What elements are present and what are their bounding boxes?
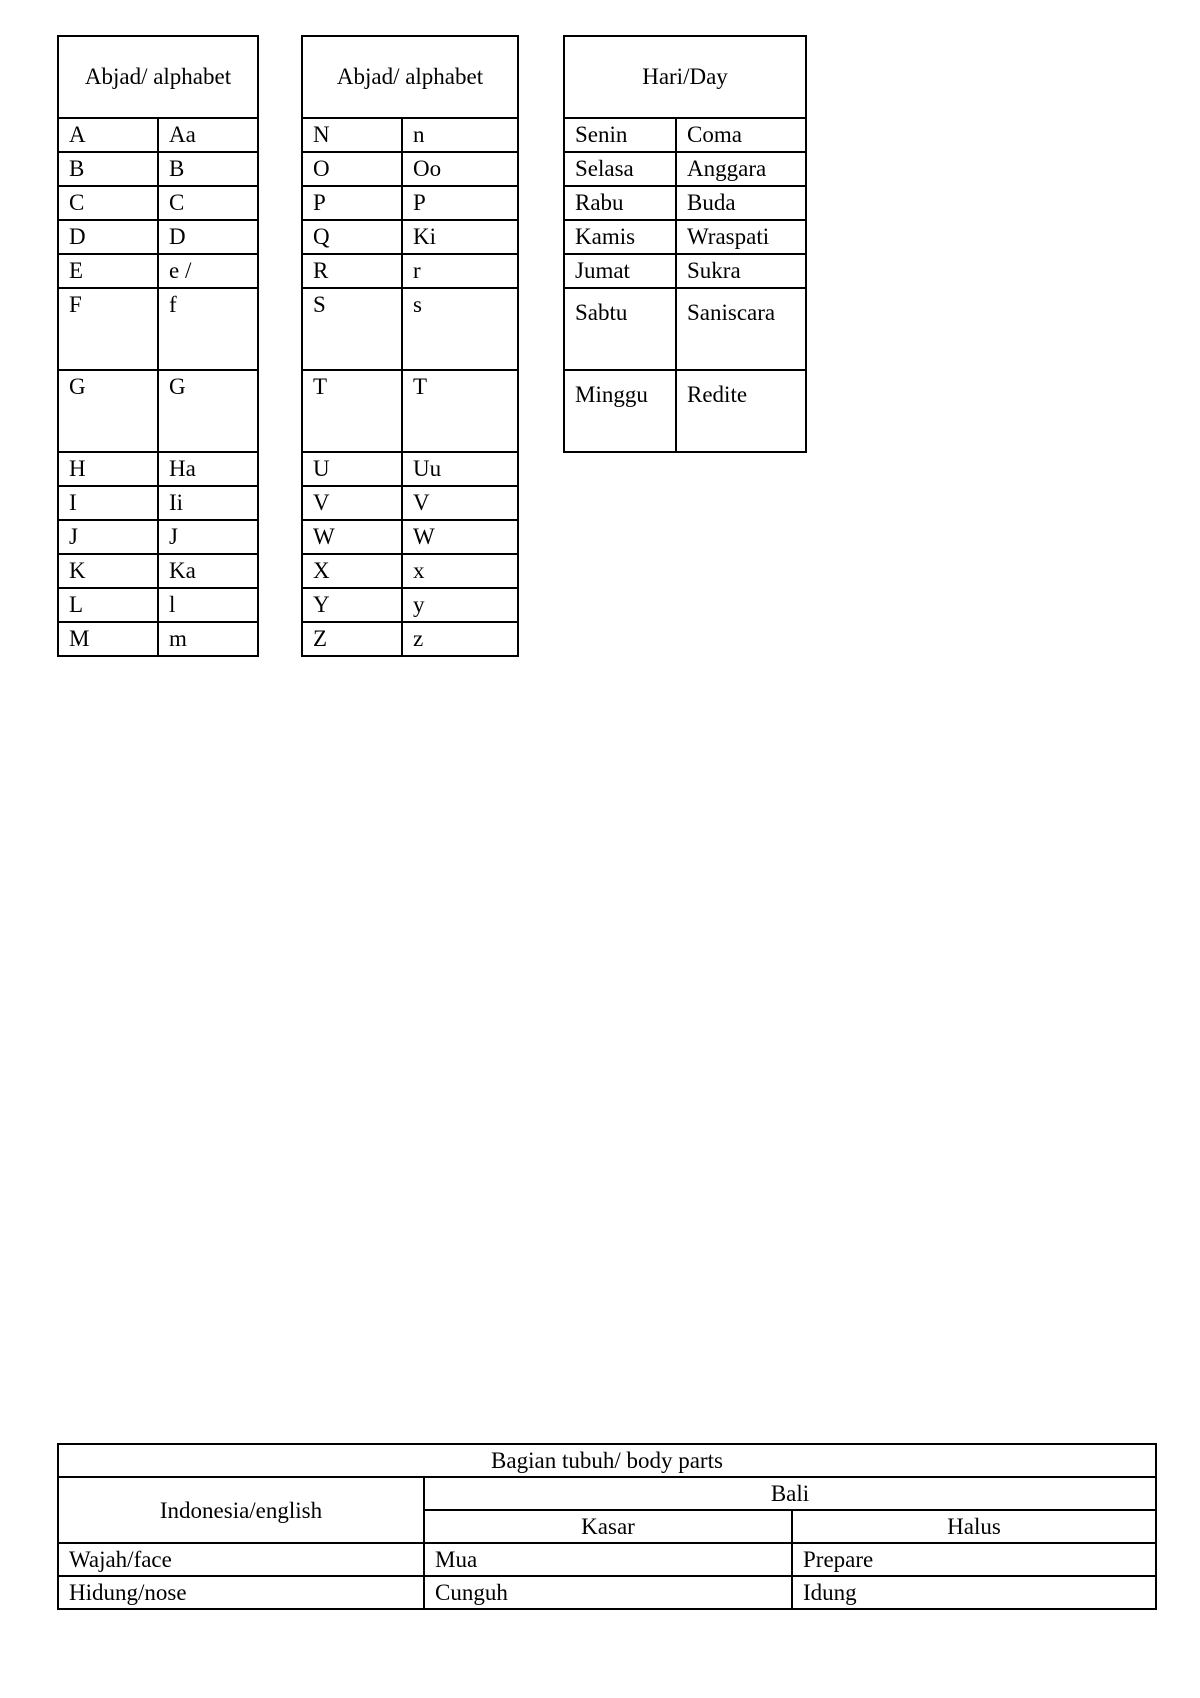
letter-cell: L	[58, 588, 158, 622]
letter-value-cell: z	[402, 622, 518, 656]
table-row	[302, 554, 518, 588]
letter-value-cell: Oo	[402, 152, 518, 186]
table-row	[58, 520, 258, 554]
table-row	[58, 186, 258, 220]
letter-cell: N	[302, 118, 402, 152]
day-indonesian-cell: Sabtu	[564, 288, 676, 370]
day-balinese-cell: Anggara	[676, 152, 806, 186]
letter-value-cell: n	[402, 118, 518, 152]
alphabet-table-a-m	[57, 35, 259, 657]
letter-value-cell: J	[158, 520, 258, 554]
body-parts-table	[57, 1443, 1157, 1610]
day-indonesian-cell: Selasa	[564, 152, 676, 186]
letter-value-cell: y	[402, 588, 518, 622]
letter-cell: M	[58, 622, 158, 656]
letter-value-cell: Aa	[158, 118, 258, 152]
day-indonesian-cell: Jumat	[564, 254, 676, 288]
letter-cell: S	[302, 288, 402, 370]
letter-cell: X	[302, 554, 402, 588]
table-row	[564, 220, 806, 254]
letter-value-cell: V	[402, 486, 518, 520]
table-row	[58, 220, 258, 254]
table-row	[302, 486, 518, 520]
table-row	[302, 254, 518, 288]
letter-cell: H	[58, 452, 158, 486]
letter-cell: T	[302, 370, 402, 452]
day-balinese-cell: Sukra	[676, 254, 806, 288]
alphabet-table-n-z	[301, 35, 519, 657]
day-balinese-cell: Saniscara	[676, 288, 806, 370]
letter-value-cell: x	[402, 554, 518, 588]
letter-cell: V	[302, 486, 402, 520]
table-row	[564, 288, 806, 370]
letter-value-cell: Ii	[158, 486, 258, 520]
table-row	[58, 622, 258, 656]
halus-cell: Idung	[792, 1576, 1156, 1609]
letter-value-cell: C	[158, 186, 258, 220]
letter-cell: E	[58, 254, 158, 288]
letter-cell: P	[302, 186, 402, 220]
table-row	[58, 254, 258, 288]
letter-value-cell: f	[158, 288, 258, 370]
letter-cell: Z	[302, 622, 402, 656]
alphabet-header: Abjad/ alphabet	[58, 36, 258, 118]
day-indonesian-cell: Kamis	[564, 220, 676, 254]
table-row	[58, 1543, 1156, 1576]
day-indonesian-cell: Rabu	[564, 186, 676, 220]
letter-cell: Q	[302, 220, 402, 254]
letter-value-cell: r	[402, 254, 518, 288]
table-row	[302, 220, 518, 254]
indonesia-english-cell: Hidung/nose	[58, 1576, 424, 1609]
letter-value-cell: Ki	[402, 220, 518, 254]
table-row	[302, 152, 518, 186]
table-row	[302, 588, 518, 622]
table-row	[302, 118, 518, 152]
letter-cell: Y	[302, 588, 402, 622]
letter-cell: W	[302, 520, 402, 554]
day-balinese-cell: Wraspati	[676, 220, 806, 254]
table-row	[58, 288, 258, 370]
day-indonesian-cell: Senin	[564, 118, 676, 152]
letter-value-cell: D	[158, 220, 258, 254]
day-balinese-cell: Redite	[676, 370, 806, 452]
halus-cell: Prepare	[792, 1543, 1156, 1576]
table-row	[58, 554, 258, 588]
letter-value-cell: G	[158, 370, 258, 452]
letter-cell: O	[302, 152, 402, 186]
table-row	[564, 254, 806, 288]
column-indonesia-english: Indonesia/english	[58, 1477, 424, 1543]
indonesia-english-cell: Wajah/face	[58, 1543, 424, 1576]
table-row	[302, 520, 518, 554]
letter-value-cell: m	[158, 622, 258, 656]
letter-cell: G	[58, 370, 158, 452]
table-row	[302, 622, 518, 656]
day-balinese-cell: Buda	[676, 186, 806, 220]
letter-value-cell: e /	[158, 254, 258, 288]
table-row	[58, 588, 258, 622]
letter-value-cell: s	[402, 288, 518, 370]
letter-cell: F	[58, 288, 158, 370]
day-table	[563, 35, 807, 453]
day-balinese-cell: Coma	[676, 118, 806, 152]
column-halus: Halus	[792, 1510, 1156, 1543]
letter-cell: D	[58, 220, 158, 254]
letter-cell: B	[58, 152, 158, 186]
column-kasar: Kasar	[424, 1510, 792, 1543]
letter-value-cell: P	[402, 186, 518, 220]
kasar-cell: Cunguh	[424, 1576, 792, 1609]
table-row	[564, 186, 806, 220]
letter-value-cell: B	[158, 152, 258, 186]
letter-cell: R	[302, 254, 402, 288]
table-row	[564, 118, 806, 152]
letter-value-cell: W	[402, 520, 518, 554]
alphabet-header: Abjad/ alphabet	[302, 36, 518, 118]
letter-value-cell: Uu	[402, 452, 518, 486]
table-row	[564, 152, 806, 186]
letter-cell: U	[302, 452, 402, 486]
table-row	[58, 152, 258, 186]
table-row	[302, 288, 518, 370]
column-bali: Bali	[424, 1477, 1156, 1510]
table-row	[564, 370, 806, 452]
table-row	[302, 186, 518, 220]
letter-cell: I	[58, 486, 158, 520]
table-row	[58, 1576, 1156, 1609]
table-row	[302, 452, 518, 486]
letter-cell: A	[58, 118, 158, 152]
table-row	[302, 370, 518, 452]
letter-value-cell: l	[158, 588, 258, 622]
table-row	[58, 118, 258, 152]
table-row	[58, 370, 258, 452]
day-indonesian-cell: Minggu	[564, 370, 676, 452]
letter-cell: J	[58, 520, 158, 554]
letter-cell: C	[58, 186, 158, 220]
letter-value-cell: T	[402, 370, 518, 452]
letter-value-cell: Ka	[158, 554, 258, 588]
body-parts-title: Bagian tubuh/ body parts	[58, 1444, 1156, 1477]
letter-value-cell: Ha	[158, 452, 258, 486]
letter-cell: K	[58, 554, 158, 588]
day-header: Hari/Day	[564, 36, 806, 118]
table-row	[58, 486, 258, 520]
table-row	[58, 452, 258, 486]
kasar-cell: Mua	[424, 1543, 792, 1576]
